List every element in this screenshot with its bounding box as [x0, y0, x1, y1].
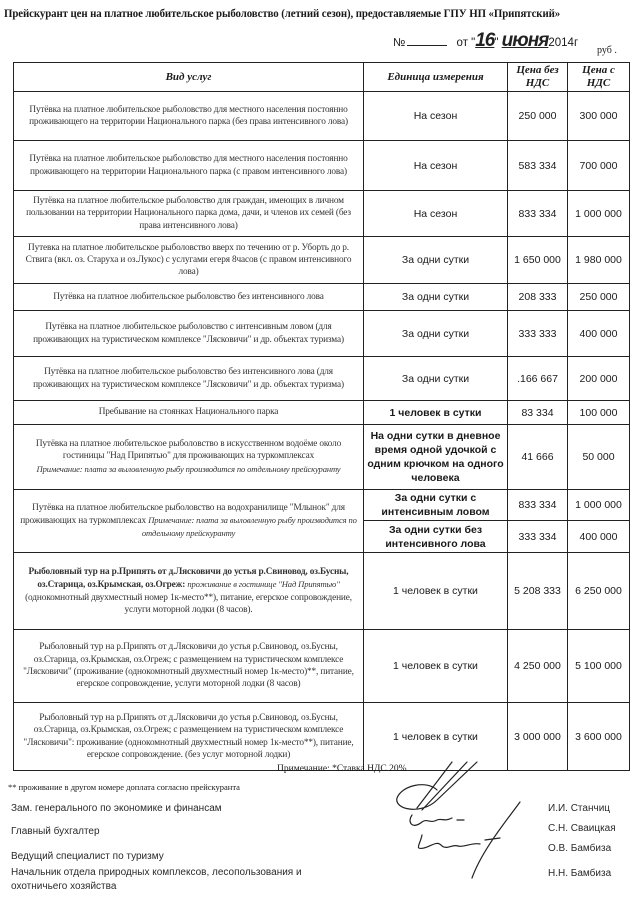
price-vat-cell: 3 600 000	[568, 703, 630, 771]
table-row	[14, 237, 630, 284]
document-title: Прейскурант цен на платное любительское рыболовство (летний сезон), предоставляемые ГПУ НП «Припятский»	[4, 8, 561, 20]
price-vat-cell: 250 000	[568, 284, 630, 311]
price-vat-cell: 6 250 000	[568, 553, 630, 630]
date-sep: "	[494, 37, 499, 49]
signature-3	[418, 802, 520, 878]
price-no-vat-cell: 208 333	[508, 284, 568, 311]
service-text: Путёвка на платное любительское рыболовство в искусственном водоёме около гостиницы "Над Припятью" для проживающих на туркомплексах	[35, 439, 342, 462]
unit-cell: На сезон	[364, 141, 508, 191]
signatory-name: Н.Н. Бамбиза	[548, 868, 612, 879]
unit-cell: За одни сутки	[364, 311, 508, 357]
signatory-role: Главный бухгалтер	[11, 826, 100, 837]
column-header-service: Вид услуг	[14, 63, 364, 92]
signatory-role: Начальник отдела природных комплексов, лесопользования и охотничьего хозяйства	[11, 867, 302, 892]
service-note: Примечание: плата за выловленную рыбу производится по отдельному прейскуранту	[36, 463, 341, 474]
price-no-vat-cell: 41 666	[508, 425, 568, 490]
price-vat-cell: 1 000 000	[568, 490, 630, 521]
price-no-vat-cell: 583 334	[508, 141, 568, 191]
price-no-vat-cell: 1 650 000	[508, 237, 568, 284]
signature-2	[410, 815, 464, 825]
table-row	[14, 357, 630, 401]
signatory-role: Зам. генерального по экономике и финансам	[11, 803, 222, 814]
table-row	[14, 490, 630, 521]
date-prefix: от "	[456, 37, 476, 49]
price-no-vat-cell: 250 000	[508, 92, 568, 141]
price-vat-cell: 700 000	[568, 141, 630, 191]
vat-note: Примечание: *Ставка НДС 20%	[277, 764, 407, 774]
unit-cell: За одни сутки	[364, 237, 508, 284]
price-no-vat-cell: 5 208 333	[508, 553, 568, 630]
price-no-vat-cell: 833 334	[508, 490, 568, 521]
document-number-line	[393, 30, 578, 52]
service-tail: (однокомнотный двухместный номер 1к-место**), питание, егерское сопровождение, услуги моторной лодки (8 часов).	[25, 592, 352, 615]
service-text: Рыболовный тур на р.Припять от д.Лясковичи до устья р.Свиновод, оз.Бусны, оз.Старица, оз.Крымская, оз.Огреж:	[28, 566, 349, 591]
table-row	[14, 141, 630, 191]
price-no-vat-cell: 333 334	[508, 521, 568, 553]
table-header-row	[14, 63, 630, 92]
signatory-name: О.В. Бамбиза	[548, 843, 612, 854]
unit-cell: За одни сутки	[364, 357, 508, 401]
table-row	[14, 284, 630, 311]
price-vat-cell: 100 000	[568, 401, 630, 425]
price-vat-cell: 400 000	[568, 311, 630, 357]
service-cell	[14, 490, 364, 553]
table-row	[14, 630, 630, 703]
service-cell	[14, 425, 364, 490]
number-blank	[407, 35, 447, 46]
unit-cell: За одни сутки с интенсивным ловом	[364, 490, 508, 521]
service-italic: проживание в гостинице "Над Припятью"	[187, 579, 340, 590]
table-row	[14, 191, 630, 237]
column-header-price-no-vat: Цена без НДС	[508, 63, 568, 92]
column-header-unit: Единица измерения	[364, 63, 508, 92]
service-cell: Путёвка на платное любительское рыболовство для граждан, имеющих в личном пользовании на территории Национального парка дома, дачи, и членов их семей (без права интенсивного лова)	[14, 191, 364, 237]
unit-cell: На сезон	[364, 92, 508, 141]
price-no-vat-cell: 3 000 000	[508, 703, 568, 771]
price-vat-cell: 1 000 000	[568, 191, 630, 237]
table-row	[14, 553, 630, 630]
column-header-price-vat: Цена с НДС	[568, 63, 630, 92]
unit-cell: За одни сутки	[364, 284, 508, 311]
unit-cell: 1 человек в сутки	[364, 703, 508, 771]
unit-cell: 1 человек в сутки	[364, 401, 508, 425]
service-cell: Путёвка на платное любительское рыболовство без интенсивного лова	[14, 284, 364, 311]
service-cell: Путевка на платное любительское рыболовство вверх по течению от р. Уборть до р. Ствига (вкл. оз. Старуха и оз.Лукос) с услугами егеря 8часов (с правом интенсивного лова)	[14, 237, 364, 284]
price-vat-cell: 1 980 000	[568, 237, 630, 284]
date-day-handwritten: 16	[475, 30, 495, 51]
currency-label: руб .	[597, 45, 617, 56]
service-cell: Путёвка на платное любительское рыболовство для местного населения постоянно проживающего на территории Национального парка (с правом интенсивного лова)	[14, 141, 364, 191]
price-no-vat-cell: 4 250 000	[508, 630, 568, 703]
price-vat-cell: 50 000	[568, 425, 630, 490]
unit-cell: За одни сутки без интенсивного лова	[364, 521, 508, 553]
unit-cell: На одни сутки в дневное время одной удочкой с одним крючком на одного человека	[364, 425, 508, 490]
unit-cell: На сезон	[364, 191, 508, 237]
service-cell: Рыболовный тур на р.Припять от д.Лясковичи до устья р.Свиновод, оз.Бусны, оз.Старица, оз.Крымская, оз.Огреж; с размещением на туристическом комплексе "Лясковичи" (проживание (однокомнотный двухместный номер 1к-место)**, питание, егерское сопровождение, услуги моторной лодки (8 часов)	[14, 630, 364, 703]
price-vat-cell: 400 000	[568, 521, 630, 553]
table-row	[14, 425, 630, 490]
unit-cell: 1 человек в сутки	[364, 553, 508, 630]
stars-note: ** проживание в другом номере доплата согласно прейскуранта	[8, 782, 240, 792]
table-row	[14, 92, 630, 141]
service-cell: Пребывание на стоянках Национального парка	[14, 401, 364, 425]
date-year: 2014г	[548, 37, 579, 49]
price-vat-cell: 5 100 000	[568, 630, 630, 703]
price-no-vat-cell: 333 333	[508, 311, 568, 357]
unit-cell: 1 человек в сутки	[364, 630, 508, 703]
service-text: Путёвка на платное любительское рыболовство на водохранилище "Млынок" для проживающих на туркомплексах	[20, 502, 345, 526]
service-cell: Путёвка на платное любительское рыболовство для местного населения постоянно проживающего на территории Национального парка (без права интенсивного лова)	[14, 92, 364, 141]
service-cell	[14, 553, 364, 630]
signatory-name: С.Н. Сваицкая	[548, 823, 616, 834]
table-row	[14, 401, 630, 425]
service-cell: Путёвка на платное любительское рыболовство без интенсивного лова (для проживающих на туристическом комплексе "Лясковичи" и др. объектах туризма)	[14, 357, 364, 401]
signatory-role: Ведущий специалист по туризму	[11, 851, 164, 862]
signature-1	[397, 762, 477, 810]
price-no-vat-cell: 833 334	[508, 191, 568, 237]
price-no-vat-cell: .166 667	[508, 357, 568, 401]
signatory-name: И.И. Станчиц	[548, 803, 611, 814]
service-cell: Путёвка на платное любительское рыболовство с интенсивным ловом (для проживающих на туристическом комплексе "Лясковичи" и др. объектах туризма)	[14, 311, 364, 357]
service-cell: Рыболовный тур на р.Припять от д.Лясковичи до устья р.Свиновод, оз.Бусны, оз.Старица, оз.Крымская, оз.Огреж; с размещением на туристическом комплексе "Лясковичи": проживание (однокомнотный двухместный номер 1к-место**), питание, егерское сопровождение. (без услуг моторной лодки)	[14, 703, 364, 771]
handwritten-signatures	[382, 760, 542, 880]
price-vat-cell: 200 000	[568, 357, 630, 401]
price-vat-cell: 300 000	[568, 92, 630, 141]
table-row	[14, 311, 630, 357]
price-table	[13, 62, 630, 771]
date-month-handwritten: июня	[501, 30, 549, 51]
service-note: Примечание: плата за выловленную рыбу производится по отдельному прейскуранту	[141, 514, 357, 539]
number-label: №	[393, 37, 406, 49]
price-no-vat-cell: 83 334	[508, 401, 568, 425]
